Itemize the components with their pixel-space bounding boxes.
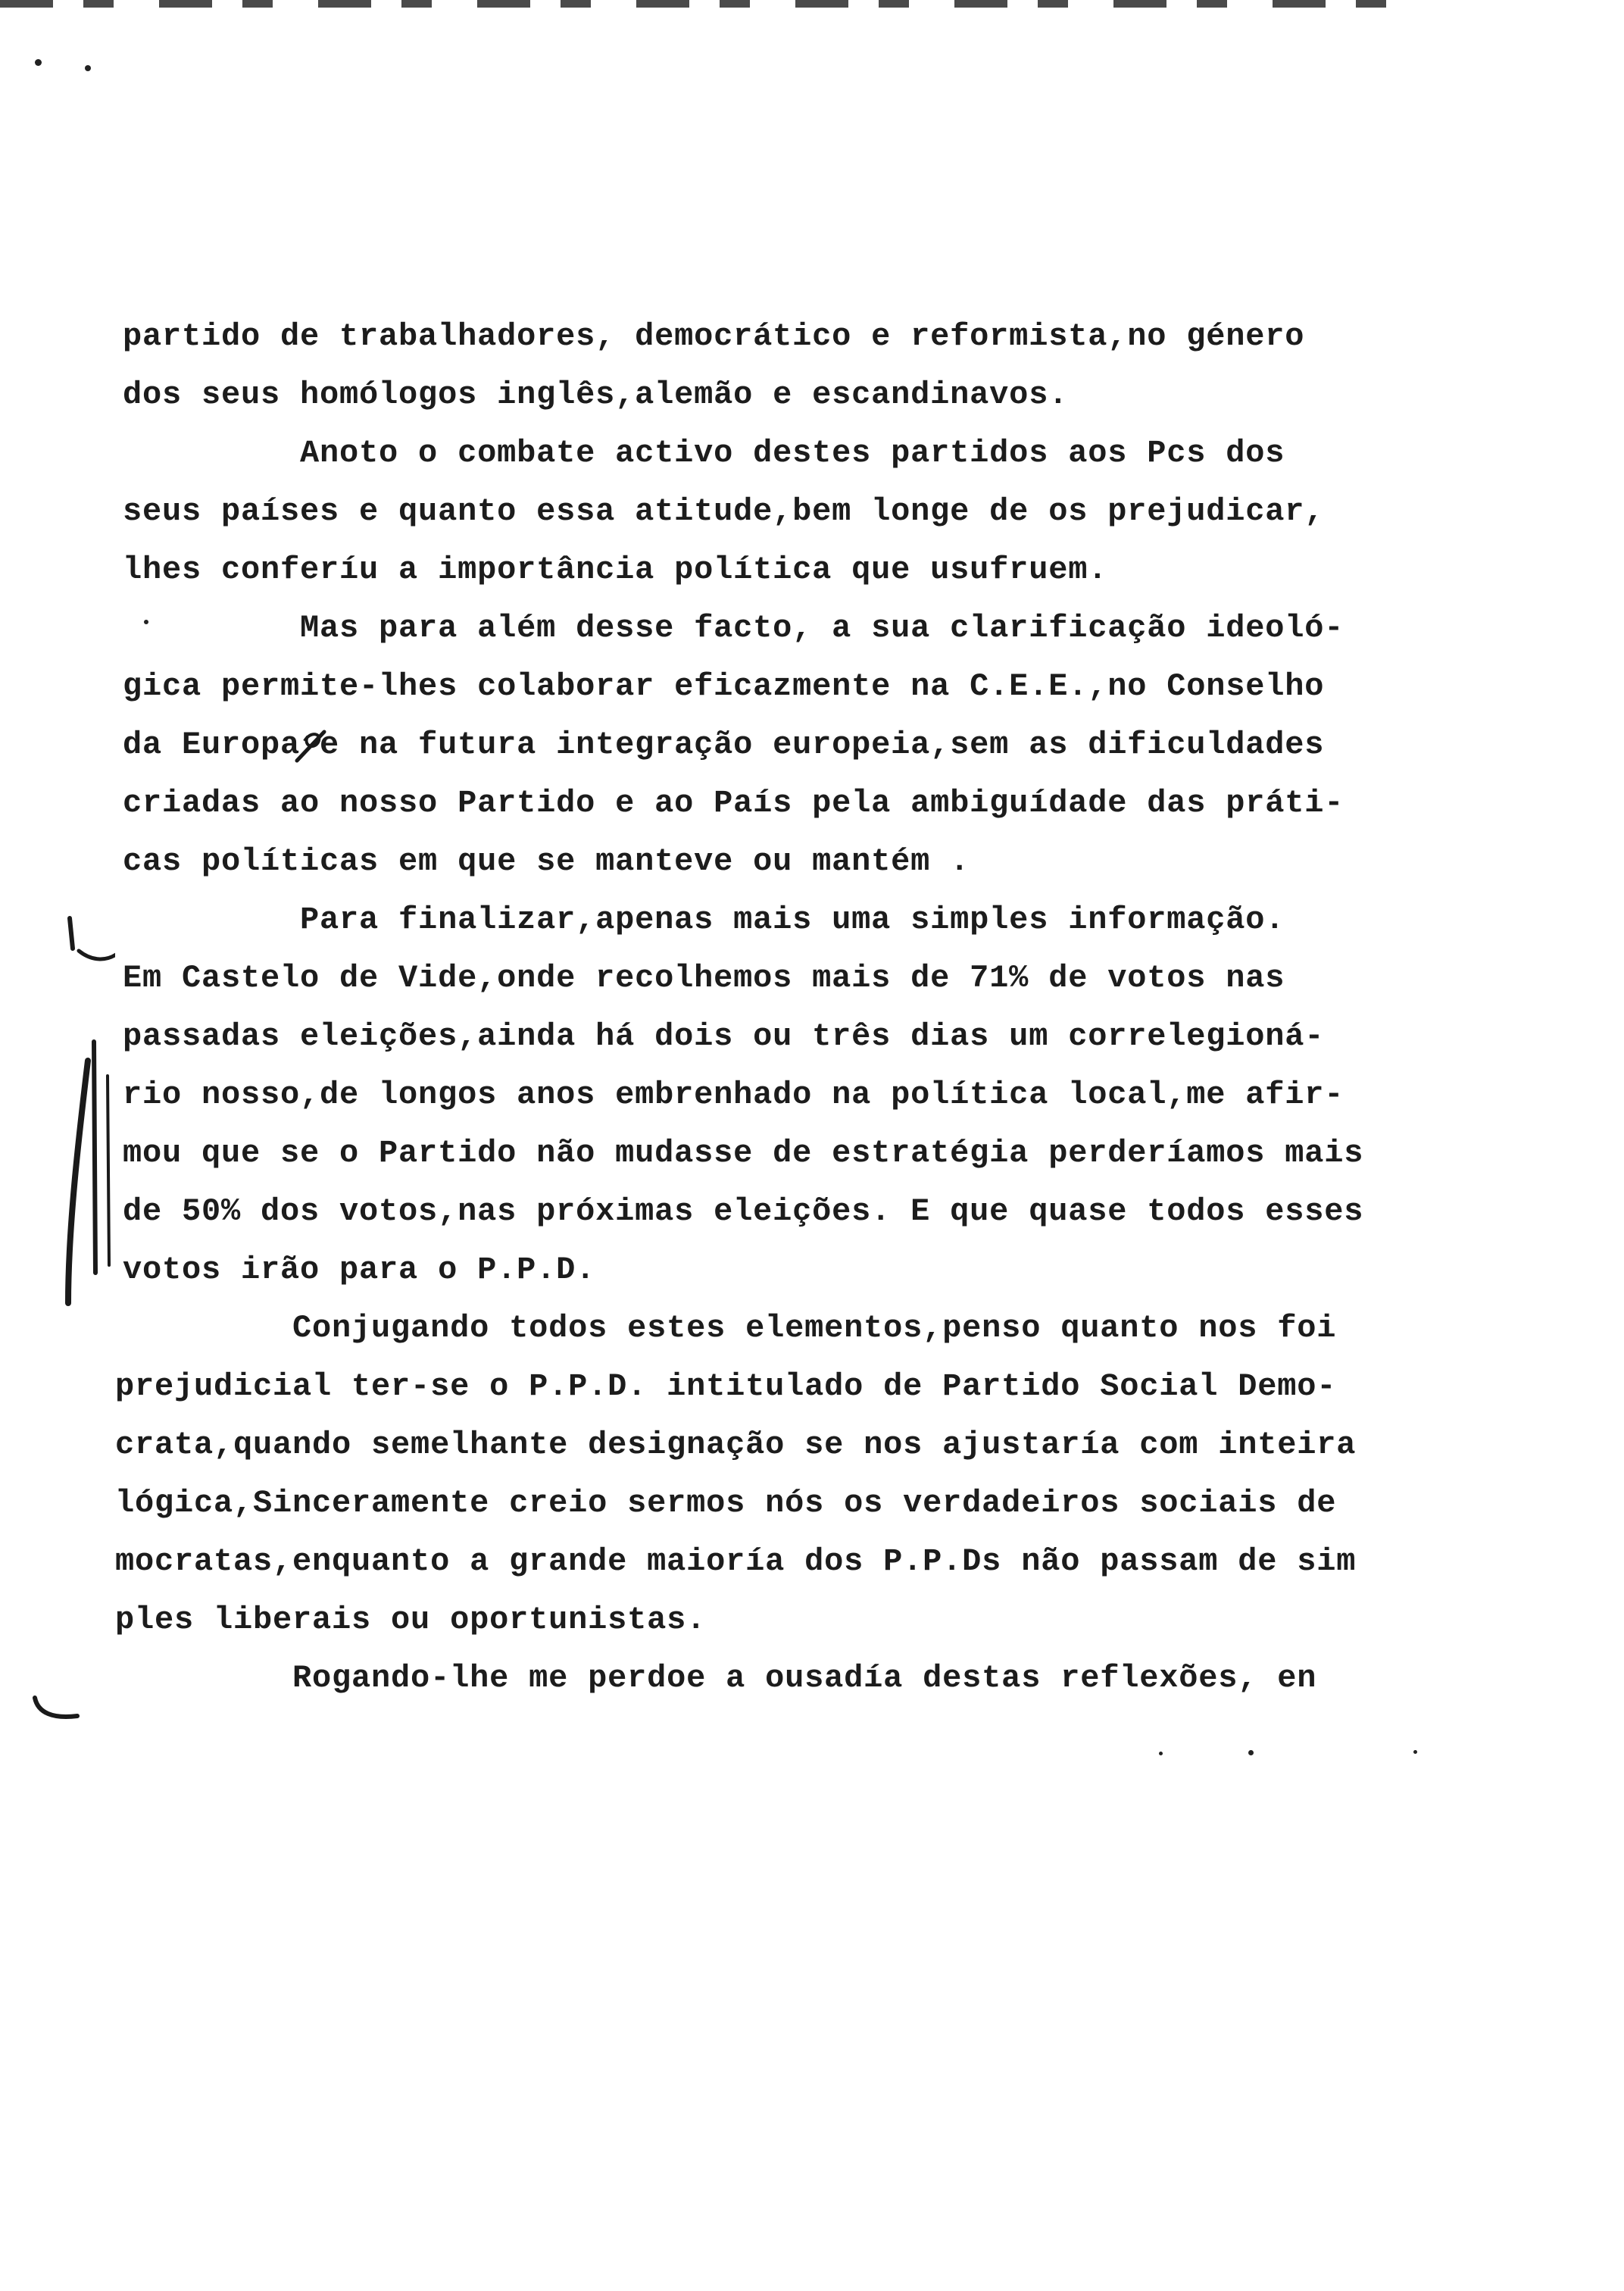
text-line: partido de trabalhadores, democrático e reformista,no género	[123, 318, 1305, 355]
margin-hook-mark	[30, 1693, 91, 1731]
text-line: mocratas,enquanto a grande maioría dos P.P.Ds não passam de sim	[115, 1543, 1357, 1580]
text-line: da Europa e na futura integração europeia,sem as dificuldades	[123, 727, 1325, 763]
text-line: ples liberais ou oportunistas.	[115, 1602, 707, 1638]
margin-bracket-mark	[62, 909, 115, 1318]
text-line: Anoto o combate activo destes partidos aos Pcs dos	[123, 435, 1285, 471]
text-line: Rogando-lhe me perdoe a ousadía destas reflexões, en	[115, 1660, 1317, 1696]
text-line: mou que se o Partido não mudasse de estratégia perderíamos mais	[123, 1135, 1364, 1171]
speck-mark	[35, 59, 42, 66]
speck-mark	[1413, 1750, 1417, 1754]
text-line: dos seus homólogos inglês,alemão e escandinavos.	[123, 377, 1069, 413]
text-line: lhes conferíu a importância política que usufruem.	[123, 552, 1108, 588]
text-line: gica permite-lhes colaborar eficazmente na C.E.E.,no Conselho	[123, 668, 1325, 705]
text-line: votos irão para o P.P.D.	[123, 1252, 596, 1288]
top-edge-artifact	[0, 0, 1424, 8]
text-line: lógica,Sinceramente creio sermos nós os verdadeiros sociais de	[115, 1485, 1337, 1521]
speck-mark	[1159, 1752, 1163, 1755]
text-line: criadas ao nosso Partido e ao País pela ambiguídade das práti-	[123, 785, 1344, 821]
text-line: Mas para além desse facto, a sua clarificação ideoló-	[123, 610, 1344, 646]
text-line: rio nosso,de longos anos embrenhado na política local,me afir-	[123, 1077, 1344, 1113]
text-line: crata,quando semelhante designação se nos ajustaría com inteira	[115, 1427, 1357, 1463]
text-line: prejudicial ter-se o P.P.D. intitulado de Partido Social Demo-	[115, 1368, 1337, 1405]
speck-mark	[1248, 1750, 1254, 1755]
text-line: seus países e quanto essa atitude,bem longe de os prejudicar,	[123, 493, 1325, 530]
text-line: Em Castelo de Vide,onde recolhemos mais de 71% de votos nas	[123, 960, 1285, 996]
text-line: passadas eleições,ainda há dois ou três dias um correlegioná-	[123, 1018, 1325, 1055]
text-line: de 50% dos votos,nas próximas eleições. E que quase todos esses	[123, 1193, 1364, 1230]
text-line: Para finalizar,apenas mais uma simples informação.	[123, 902, 1285, 938]
speck-mark	[85, 65, 91, 71]
text-line: Conjugando todos estes elementos,penso quanto nos foi	[115, 1310, 1337, 1346]
text-line: cas políticas em que se manteve ou mantém .	[123, 843, 970, 880]
